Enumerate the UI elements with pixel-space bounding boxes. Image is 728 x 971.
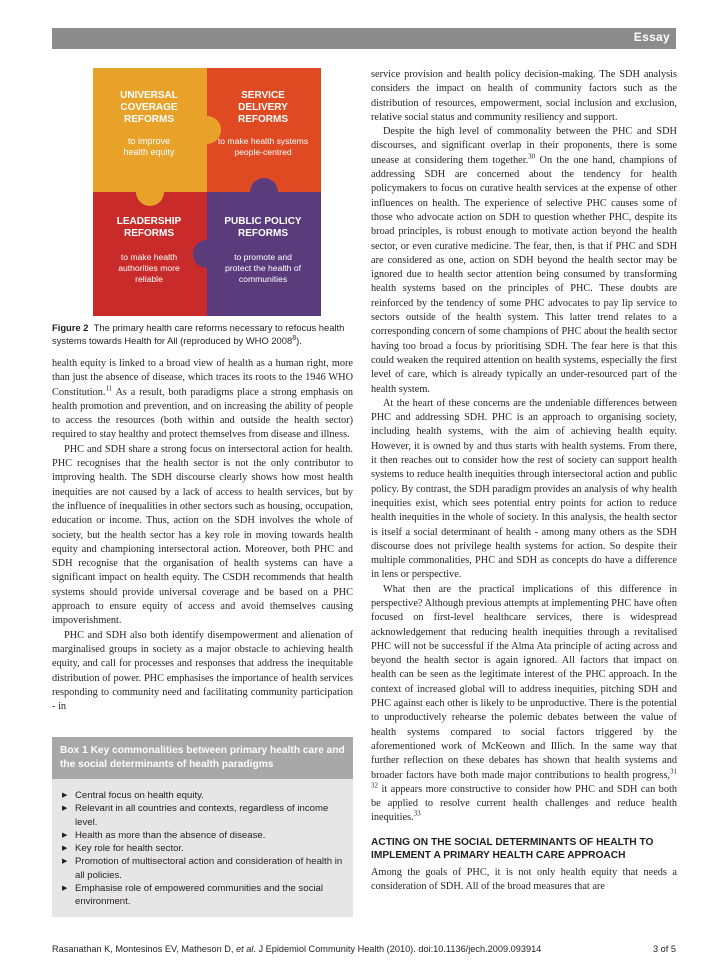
citation-ref: 11: [105, 384, 113, 393]
paragraph: [371, 583, 677, 826]
figure-caption-text: The primary health care reforms necessary to refocus health systems towards Health for All (reproduced by WHO 2008: [52, 322, 345, 346]
figure-caption: [52, 321, 353, 347]
puzzle-tr-title-1: SERVICE: [241, 90, 285, 101]
box-1: [52, 737, 353, 917]
puzzle-bl-sub-3: reliable: [135, 274, 163, 284]
right-column: [371, 68, 677, 894]
list-item: ▶ Promotion of multisectoral action and consideration of health in all policies.: [62, 855, 347, 882]
puzzle-piece-service-delivery: [207, 68, 321, 192]
left-column: [52, 357, 353, 714]
text-run: it appears more constructive to consider how PHC and SDH can both be applied to resolve current health challenges and reduce health inequities.: [371, 783, 677, 824]
puzzle-tr-title-3: REFORMS: [238, 114, 288, 125]
header-bar: [52, 28, 676, 49]
text-run: On the one hand, champions of addressing SDH are concerned about the tendency for health policymakers to focus on curative health services at the expense of other influences on health. The experience of selective PHC causes some of those who advocate action on SDH to question whether PHC, despite its broad principles, is robust enough to motivate action beyond the health sector, or even curative medicine. The fear, then, is that if PHC and SDH are considered as one, action on SDH beyond the health sector may be ignored due to health sector attention being consumed by transforming health systems based on the principles of PHC. These doubts are reinforced by the tendency of some PHC advocates to pay lip service to sectors outside of the health system. This latter trend relates to a corresponding concern of some champions of PHC about the health sector having too broad a focus by prioritising SDH. The fear here is that this could weaken the required attention on health systems, especially the first level of care, which is already typically an under-resourced part of the health system.: [371, 154, 677, 395]
citation-etal: et al: [236, 944, 254, 954]
puzzle-br-sub-2: protect the health of: [225, 263, 301, 273]
puzzle-br-sub-3: communities: [238, 274, 288, 284]
puzzle-bl-sub-1: to make health: [120, 252, 178, 262]
paragraph: [371, 125, 677, 397]
citation-ref: 33: [413, 810, 421, 819]
paragraph: PHC and SDH also both identify disempowerment and alienation of marginalised groups in society as a major obstacle to achieving health equity, and call for processes and responses that address the inequitable distribution of power. PHC emphasises the importance of health services responding to community need and facilitating community participation - in: [52, 629, 353, 713]
puzzle-tr-title-2: DELIVERY: [238, 102, 288, 113]
paragraph: [52, 357, 353, 443]
text-run: Despite the high level of commonality between the PHC and SDH discourses, and significant overlap in their proponents, there is some unease at considering them together.: [371, 126, 677, 166]
footer-citation: [52, 944, 541, 954]
paragraph: At the heart of these concerns are the undeniable differences between PHC and addressing SDH. PHC is an approach to organising society, including health systems, with the aim of achieving health equity. However, it is owned by and thus starts with health systems. From there, it then reaches out to consider how the rest of society can support health systems to reduce health inequities through intersectoral action and public policy. By contrast, the SDH paradigm provides an analysis of why health inequities exist, which sees potential entry points for action to reduce health inequities in the whole of society. In this analysis, the health sector is itself a social determinant of health - among many others as the SDH discourse does not privilege health systems for action. So despite their multiple commonalities, PHC and SDH as concepts do have a difference in lens or perspective.: [371, 397, 677, 581]
citation-journal: . J Epidemiol Community Health (2010). doi:10.1136/jech.2009.093914: [253, 944, 542, 954]
section-heading: ACTING ON THE SOCIAL DETERMINANTS OF HEALTH TO IMPLEMENT A PRIMARY HEALTH CARE APPROACH: [371, 836, 654, 861]
puzzle-br-title-2: REFORMS: [238, 228, 288, 239]
puzzle-piece-universal-coverage: [93, 68, 207, 192]
puzzle-tl-sub-1: to improve: [127, 136, 171, 146]
puzzle-bl-sub-2: authorities more: [118, 263, 180, 273]
citation-ref: 31 32: [371, 767, 677, 790]
puzzle-bl-title-1: LEADERSHIP: [116, 216, 182, 227]
list-item: ▶ Health as more than the absence of disease.: [62, 829, 347, 842]
puzzle-bl-title-2: REFORMS: [124, 228, 174, 239]
puzzle-br-title-1: PUBLIC POLICY: [224, 216, 302, 227]
footer: [52, 944, 676, 954]
citation-authors: Rasanathan K, Montesinos EV, Matheson D,: [52, 944, 237, 954]
paragraph: PHC and SDH share a strong focus on intersectoral action for health. PHC recognises that the health sector is not the only contributor to improving health. The SDH discourse clearly shows how most health inequities are not caused by a lack of access to health services, but by the influence of inequalities in other sectors such as housing, occupation, education or income. Thus, action on the SDH involves the whole of society, but the health sector has a key role in moving towards health equity and championing intersectoral action. Moreover, both PHC and SDH recognise that the organisation of health systems can have a significant impact on health equity. The CSDH recommends that health systems should provide universal coverage and be based on a PHC approach to ensure equity of access and avoid themselves causing impoverishment.: [52, 443, 353, 627]
text-run: As a result, both paradigms place a strong emphasis on health promotion and prevention, and on increasing the ability of people to access the resources (both within and outside the health sector) required to stay healthy and protect themselves from disease and illness.: [52, 386, 353, 441]
paragraph: Among the goals of PHC, it is not only health equity that needs a consideration of SDH. All of the broad measures that are: [371, 866, 677, 893]
section-label: Essay: [633, 30, 670, 44]
figure-puzzle: [93, 68, 321, 316]
puzzle-tr-sub-1: to make health systems: [217, 136, 309, 146]
puzzle-tl-title-2: COVERAGE: [120, 102, 178, 113]
box-list: [52, 789, 353, 909]
list-item: ▶ Relevant in all countries and contexts, regardless of income level.: [62, 802, 347, 829]
list-item: ▶ Central focus on health equity.: [62, 789, 347, 802]
figure-label: Figure 2: [52, 322, 89, 333]
citation-ref: 30: [528, 152, 536, 161]
puzzle-tl-title-3: REFORMS: [124, 114, 174, 125]
text-run: What then are the practical implications of this difference in perspective? Although previous attempts at implementing PHC have often focused on first-level healthcare services, there is widespread acknowledgement that reducing health inequities through a revitalised PHC will not be successful if the Alma Ata principle of acting across and beyond the health sector is again ignored. All factors that impact on health can be seen as the legitimate interest of the PHC approach. In the context of increased global will to address inequities, pitching SDH and PHC against each other is likely to be unproductive. There is the potential to unproductively rehearse the polemic debates between the value of health systems compared to social factors triggered by the aforementioned work of McKeown and Illich. In the same way that further reflection on these debates has shown that health systems and broader factors have both made major contributions to health progress,: [371, 583, 677, 781]
puzzle-tr-sub-2: people-centred: [234, 147, 292, 157]
puzzle-br-sub-1: to promote and: [234, 252, 292, 262]
puzzle-tl-sub-2: health equity: [123, 147, 175, 157]
figure-caption-ref: 8: [292, 334, 297, 342]
page-number: 3 of 5: [653, 944, 676, 954]
text-run: health equity is linked to a broad view of health as a human right, more than just the absence of disease, which traces its roots to the 1946 WHO Constitution.: [52, 358, 353, 398]
list-item: ▶ Key role for health sector.: [62, 842, 347, 855]
list-item: ▶ Emphasise role of empowered communities and the social environment.: [62, 882, 347, 909]
puzzle-tl-title-1: UNIVERSAL: [120, 90, 178, 101]
paragraph: service provision and health policy decision-making. The SDH analysis considers the impact on health of community factors such as the distribution of resources, empowerment, social inclusion and exclusion, relative social status and community resiliency and support.: [371, 69, 677, 123]
box-title: Box 1 Key commonalities between primary health care and the social determinants of health paradigms: [52, 737, 353, 779]
figure-caption-end: ).: [296, 335, 302, 346]
